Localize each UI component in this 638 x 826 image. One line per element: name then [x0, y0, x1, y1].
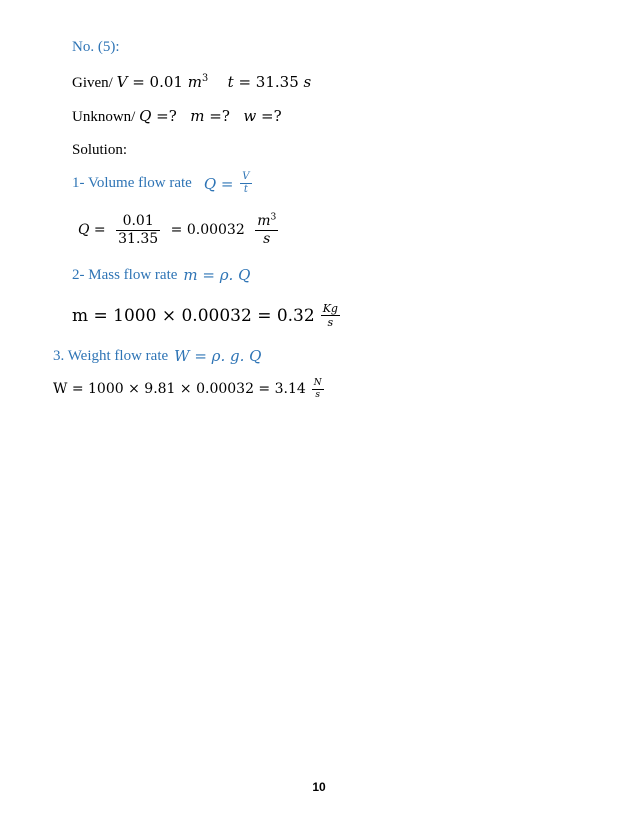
problem-heading: No. (5):	[72, 39, 120, 55]
step2-formula: m = ρ. Q	[183, 266, 251, 284]
unknown-label: Unknown/	[72, 109, 136, 125]
page-number: 10	[312, 780, 326, 794]
given-line	[72, 73, 311, 92]
unknown-m: m =?	[190, 107, 230, 125]
given-time: t = 31.35 s	[227, 73, 312, 91]
step3-heading: 3. Weight flow rate W = ρ. g. Q	[53, 347, 262, 365]
step3-formula: W = ρ. g. Q	[174, 347, 262, 365]
step1-calc-fraction: $\frac{0.01}{31.35}$	[118, 213, 159, 247]
step3-calculation: W = 1000 × 9.81 × 0.00032 = 3.14 $\frac{N}{s}$	[53, 378, 322, 400]
step1-unit-fraction: $\frac{m^3}{s}$	[257, 212, 277, 247]
unknown-w: w =?	[243, 107, 282, 125]
unknown-q: Q =?	[139, 107, 177, 125]
step1-label: 1- Volume flow rate	[72, 175, 192, 191]
given-label: Given/	[72, 75, 113, 91]
solution-label: Solution:	[72, 142, 128, 158]
unknown-line	[72, 107, 282, 126]
step3-unit-fraction: $\frac{N}{s}$	[313, 378, 322, 400]
step1-formula-lhs: Q	[203, 174, 217, 193]
step2-unit-fraction: $\frac{Kg}{s}$	[322, 302, 338, 330]
step1-formula-fraction: $\frac{V}{t}$	[242, 171, 250, 195]
step1-heading: 1- Volume flow rate Q = $\frac{V}{t}$	[72, 171, 250, 195]
given-volume: V = 0.01 $m^3$	[116, 73, 209, 91]
step2-calculation: m = 1000 × 0.00032 = 0.32 $\frac{Kg}{s}$	[72, 302, 338, 330]
step2-heading: 2- Mass flow rate m = ρ. Q	[72, 266, 251, 284]
step1-calculation: Q = $\frac{0.01}{31.35}$ = 0.00032 $\frac{m^3}{s}$	[78, 212, 277, 247]
